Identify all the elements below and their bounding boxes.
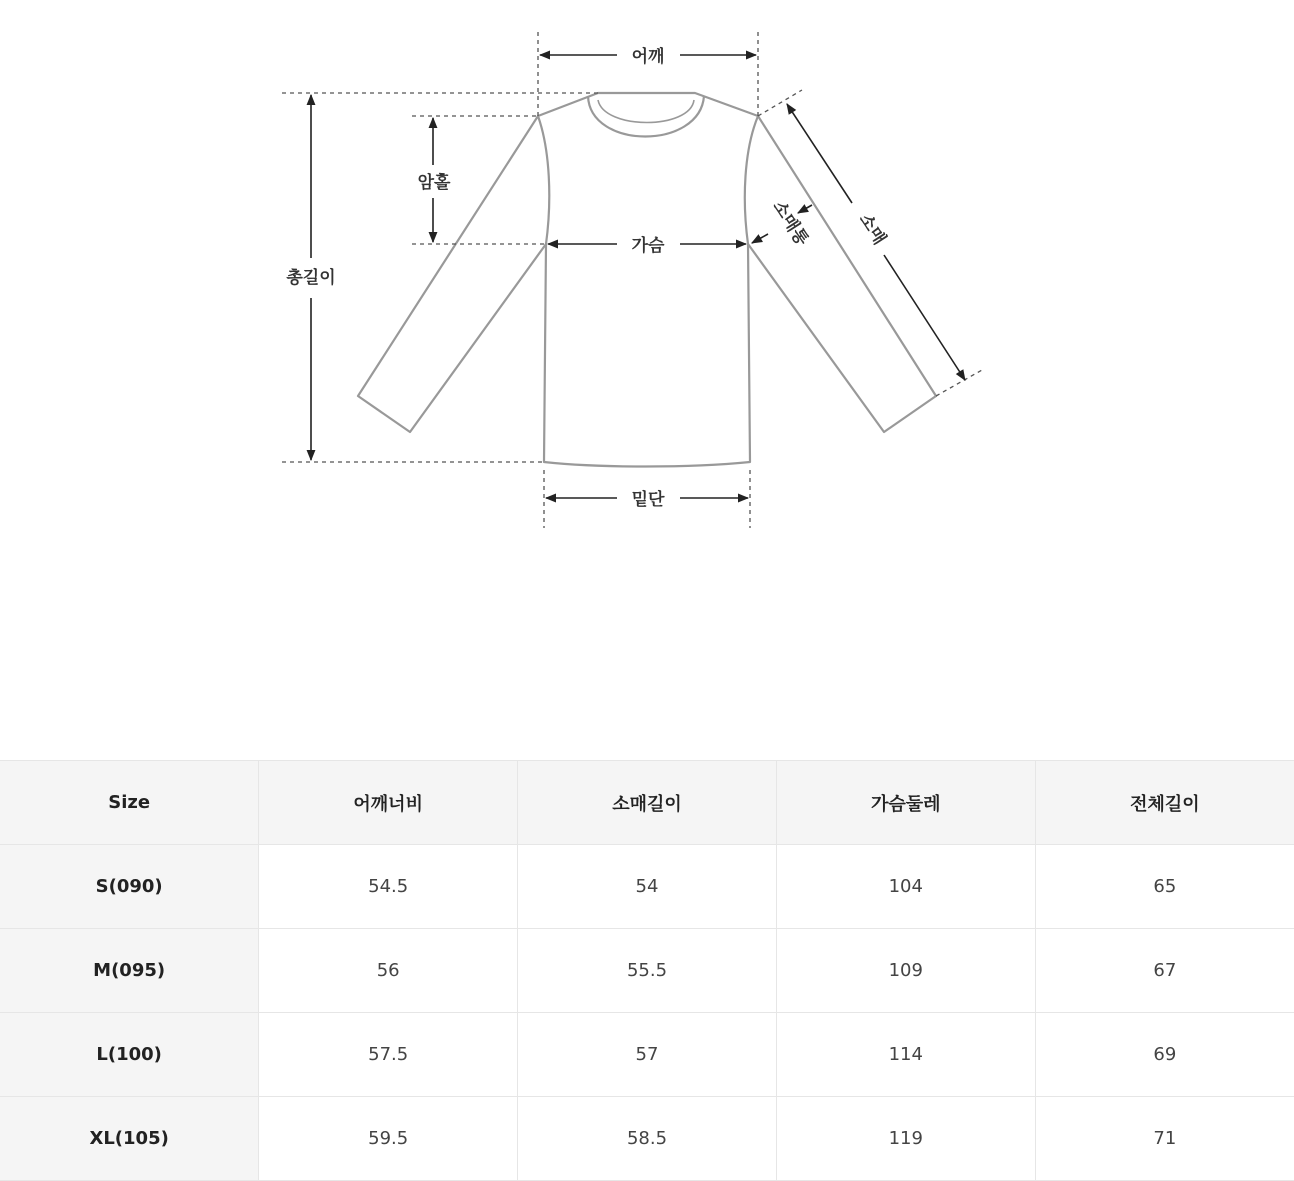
cell-value: 71 <box>1035 1097 1294 1181</box>
cell-value: 54 <box>518 845 777 929</box>
row-size-label: M(095) <box>0 929 259 1013</box>
cell-value: 56 <box>259 929 518 1013</box>
row-size-label: S(090) <box>0 845 259 929</box>
label-shoulder: 어깨 <box>631 47 665 67</box>
header-total-length: 전체길이 <box>1035 761 1294 845</box>
header-shoulder-width: 어깨너비 <box>259 761 518 845</box>
table-header-row <box>0 761 1294 845</box>
row-size-label: XL(105) <box>0 1097 259 1181</box>
cell-value: 57.5 <box>259 1013 518 1097</box>
cell-value: 65 <box>1035 845 1294 929</box>
cell-value: 109 <box>776 929 1035 1013</box>
cell-value: 59.5 <box>259 1097 518 1181</box>
header-chest: 가슴둘레 <box>776 761 1035 845</box>
label-sleeve: 소매 <box>854 210 890 249</box>
cell-value: 67 <box>1035 929 1294 1013</box>
cell-value: 58.5 <box>518 1097 777 1181</box>
cell-value: 69 <box>1035 1013 1294 1097</box>
label-hem: 밑단 <box>631 490 665 510</box>
label-sleeve-width: 소매통 <box>768 197 813 250</box>
header-size: Size <box>0 761 259 845</box>
size-diagram <box>0 0 1294 560</box>
header-sleeve-length: 소매길이 <box>518 761 777 845</box>
shirt-outline-icon <box>358 93 936 467</box>
cell-value: 119 <box>776 1097 1035 1181</box>
table-row <box>0 1097 1294 1181</box>
table-row <box>0 845 1294 929</box>
label-chest: 가슴 <box>631 236 665 256</box>
label-armhole: 암홀 <box>417 173 451 193</box>
cell-value: 114 <box>776 1013 1035 1097</box>
cell-value: 55.5 <box>518 929 777 1013</box>
cell-value: 54.5 <box>259 845 518 929</box>
table-row <box>0 1013 1294 1097</box>
table-row <box>0 929 1294 1013</box>
row-size-label: L(100) <box>0 1013 259 1097</box>
label-total-length: 총길이 <box>286 268 336 288</box>
guide-lines <box>282 32 982 528</box>
cell-value: 57 <box>518 1013 777 1097</box>
cell-value: 104 <box>776 845 1035 929</box>
size-table <box>0 760 1294 1181</box>
shirt-measurement-svg <box>0 0 1294 560</box>
